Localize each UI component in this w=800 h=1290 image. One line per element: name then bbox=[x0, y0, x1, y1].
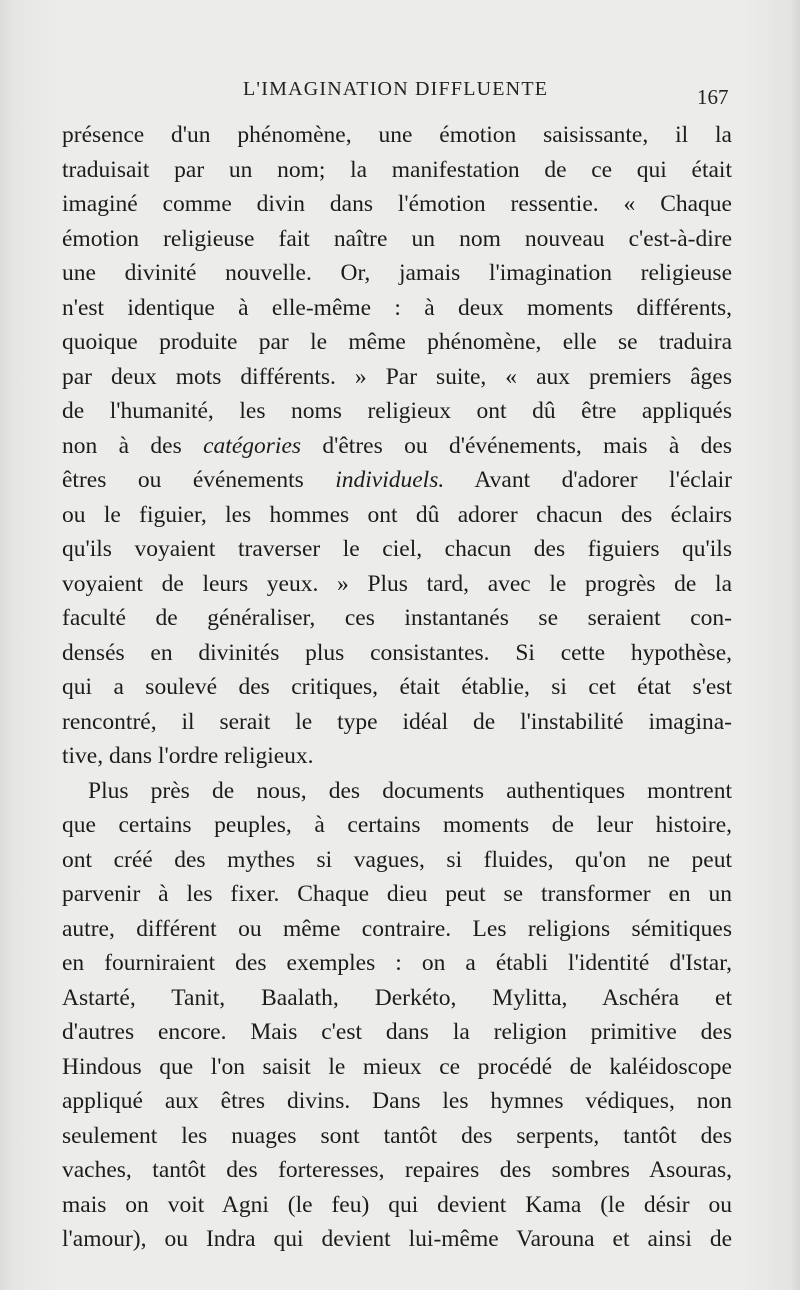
text-line: densés en divinités plus consistantes. Si cette hypothèse, bbox=[62, 639, 732, 666]
text-line: voyaient de leurs yeux. » Plus tard, avec le progrès de la bbox=[62, 570, 732, 597]
text-line: faculté de généraliser, ces instantanés se seraient con- bbox=[62, 605, 732, 631]
text-line: rencontré, il serait le type idéal de l'instabilité imagina- bbox=[62, 708, 732, 735]
text-line: mais on voit Agni (le feu) qui devient Kama (le désir ou bbox=[62, 1191, 732, 1218]
text-line: ou le figuier, les hommes ont dû adorer chacun des éclairs bbox=[62, 501, 732, 528]
paragraph-start-line: Plus près de nous, des documents authentiques montrent bbox=[88, 777, 732, 804]
text-line: vaches, tantôt des forteresses, repaires des sombres Asouras, bbox=[62, 1157, 732, 1183]
text-line: ont créé des mythes si vagues, si fluides, qu'on ne peut bbox=[62, 846, 732, 873]
text-line: quoique produite par le même phénomène, elle se traduira bbox=[62, 329, 732, 355]
text-line: Astarté, Tanit, Baalath, Derkéto, Mylitta, Aschéra et bbox=[62, 984, 732, 1011]
text-line: présence d'un phénomène, une émotion saisissante, il la bbox=[62, 122, 732, 148]
text-line: traduisait par un nom; la manifestation de ce qui était bbox=[62, 156, 732, 183]
text-line: Hindous que l'on saisit le mieux ce procédé de kaléidoscope bbox=[62, 1053, 732, 1080]
text-line: seulement les nuages sont tantôt des serpents, tantôt des bbox=[62, 1122, 732, 1149]
paragraph-end-line: tive, dans l'ordre religieux. bbox=[62, 743, 314, 769]
text-line: émotion religieuse fait naître un nom nouveau c'est-à-dire bbox=[62, 225, 732, 252]
running-head bbox=[0, 78, 800, 108]
text-line: une divinité nouvelle. Or, jamais l'imagination religieuse bbox=[62, 260, 732, 286]
text-line: qu'ils voyaient traverser le ciel, chacun des figuiers qu'ils bbox=[62, 536, 732, 562]
body-text bbox=[62, 118, 732, 1257]
italic-term: catégories bbox=[203, 432, 302, 459]
text-line: non à des catégories d'êtres ou d'événements, mais à des bbox=[62, 432, 732, 459]
text-line: autre, différent ou même contraire. Les religions sémitiques bbox=[62, 915, 732, 942]
text-line: qui a soulevé des critiques, était établie, si cet état s'est bbox=[62, 674, 732, 700]
running-title: L'IMAGINATION DIFFLUENTE bbox=[243, 78, 549, 100]
text-line: d'autres encore. Mais c'est dans la religion primitive des bbox=[62, 1019, 732, 1045]
text-line: appliqué aux êtres divins. Dans les hymnes védiques, non bbox=[62, 1088, 732, 1114]
text-line: n'est identique à elle-même : à deux moments différents, bbox=[62, 294, 732, 321]
page-number: 167 bbox=[697, 85, 729, 109]
text-line: en fourniraient des exemples : on a établi l'identité d'Istar, bbox=[62, 950, 732, 976]
text-line: par deux mots différents. » Par suite, « aux premiers âges bbox=[62, 363, 732, 390]
text-line: de l'humanité, les noms religieux ont dû être appliqués bbox=[62, 398, 732, 424]
text-line: imaginé comme divin dans l'émotion ressentie. « Chaque bbox=[62, 191, 732, 217]
text-line: l'amour), ou Indra qui devient lui-même Varouna et ainsi de bbox=[62, 1226, 732, 1252]
text-line: êtres ou événements individuels. Avant d'adorer l'éclair bbox=[62, 467, 732, 493]
text-line: parvenir à les fixer. Chaque dieu peut se transformer en un bbox=[62, 881, 732, 907]
text-line: que certains peuples, à certains moments de leur histoire, bbox=[62, 812, 732, 838]
italic-term: individuels. bbox=[335, 467, 445, 493]
